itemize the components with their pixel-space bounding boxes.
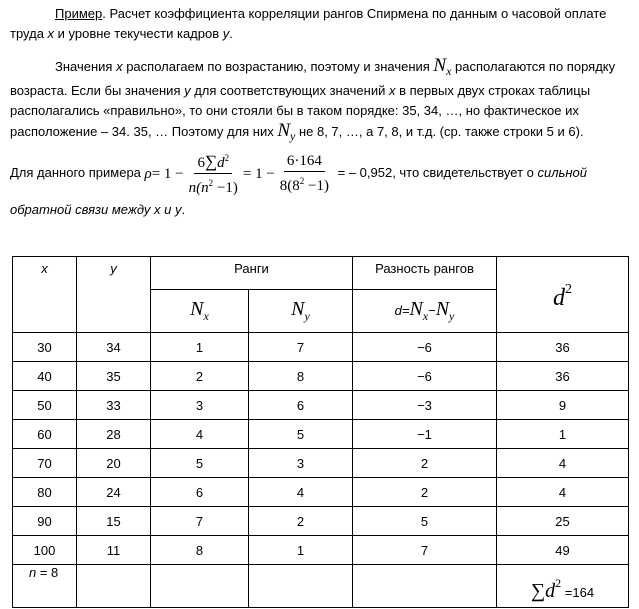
header-rank-difference: Разность рангов — [353, 257, 497, 290]
header-ranks: Ранги — [151, 257, 353, 290]
table-footer-row — [13, 565, 629, 608]
header-nx: $N_x$ — [151, 290, 249, 333]
table-row: 50 33 3 6 −3 9 — [13, 391, 629, 420]
ny-symbol: $N_y$ — [277, 120, 296, 143]
result-paragraph: Для данного примера ρ = 1 − $\frac{6\sum d^2}{n(n^2 -1)}$ = 1 − $\frac{6\cdot 164}{8(8^2 -1)}$ = – 0,952, что свидетельствует о сильной обратной связи между x и y. — [10, 152, 588, 217]
table-row: 30 34 1 7 −6 36 — [13, 333, 629, 362]
example-label: Пример — [55, 6, 103, 21]
formula-fraction-numeric: $\frac{6\cdot 164}{8(8^2 -1)}$ — [279, 152, 329, 194]
header-x: x — [13, 257, 77, 333]
header-y: y — [77, 257, 151, 333]
table-row: 90 15 7 2 5 25 — [13, 507, 629, 536]
explanation-paragraph: Значения x располагаем по возрастанию, поэтому и значения $N_x$ располагаются по порядку возраста. Если бы значения y для соответствующих значений x в первых двух строках таблицы располагались «правильно», то они стояли бы в таком порядке: 35, 34, …, но фактическое их расположение – 34. 35, … Поэтому для них $N_y$ не 8, 7, …, а 7, 8, и т.д. (ср. также строки 5 и 6). — [10, 55, 616, 143]
sample-size: n = 8 — [13, 565, 77, 608]
table-row: 60 28 4 5 −1 1 — [13, 420, 629, 449]
strong-inverse-text: сильной обратной — [10, 164, 588, 217]
table-row: 70 20 5 3 2 4 — [13, 449, 629, 478]
nx-symbol: $N_x$ — [433, 55, 452, 78]
header-d-squared: $d^2$ — [497, 257, 629, 333]
table-row: 40 35 2 8 −6 36 — [13, 362, 629, 391]
header-d-formula: $d=N_x-N_y$ — [353, 290, 497, 333]
intro-paragraph: Пример. Расчет коэффициента корреляции рангов Спирмена по данным о часовой оплате труда x и уровне текучести кадров y. — [10, 6, 607, 41]
table-row: 80 24 6 4 2 4 — [13, 478, 629, 507]
spearman-formula: ρ = 1 − $\frac{6\sum d^2}{n(n^2 -1)}$ = 1 − $\frac{6\cdot 164}{8(8^2 -1)}$ — [145, 150, 334, 197]
table-row: 100 11 8 1 7 49 — [13, 536, 629, 565]
sum-d-squared: $\sum d^2 =164$ — [497, 565, 629, 608]
ranks-table — [12, 256, 629, 608]
formula-fraction-general: $\frac{6\sum d^2}{n(n^2 -1)}$ — [188, 152, 238, 196]
header-ny: $N_y$ — [249, 290, 353, 333]
